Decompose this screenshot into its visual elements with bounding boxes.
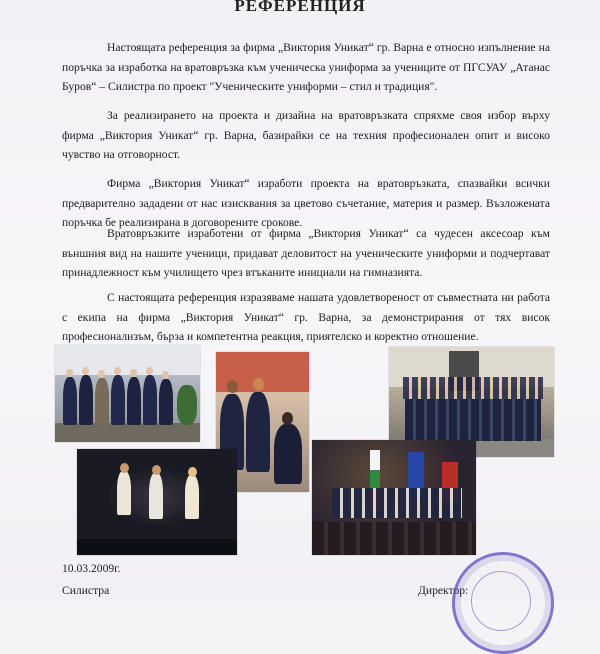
document-title: РЕФЕРЕНЦИЯ xyxy=(234,0,366,15)
student-head xyxy=(227,380,238,393)
student-figure xyxy=(274,424,302,484)
document-date: 10.03.2009г. xyxy=(62,562,121,575)
student-figure xyxy=(159,379,173,425)
student-figure xyxy=(111,375,125,425)
student-head xyxy=(162,371,169,379)
performer-figure xyxy=(149,473,163,519)
potted-plant xyxy=(177,385,197,425)
seal-inner-ring xyxy=(471,571,531,631)
student-head xyxy=(130,369,137,377)
paragraph-intro: Настоящата референция за фирма „Виктория Уникат“ гр. Варна е относно изпълнение на поръчка за изработка на вратовръзка към ученическа униформа за учениците от ПГСУАУ „Атанас Буров“ – Силистра по проект "Ученическите униформи – стил и традиция". xyxy=(62,41,550,93)
performer-figure xyxy=(185,475,199,519)
paragraph-choice: За реализирането на проекта и дизайна на вратовръзката спряхме своя избор върху фирма „Виктория Уникат“ гр. Варна, базирайки се на техния професионален опит и високо чувство на отговорност. xyxy=(62,109,550,161)
photo-student-group-hall xyxy=(55,345,200,442)
director-label: Директор: xyxy=(418,584,469,597)
photo-background-banner xyxy=(55,345,200,375)
performer-head xyxy=(120,463,129,473)
group-back-row xyxy=(403,377,543,399)
paragraph-execution: Фирма „Виктория Уникат“ изработи проекта на вратовръзката, спазвайки всички предварително зададени от нас изисквания за цветово съчетание, материя и размер. Възложената поръчка бе реализирана в договорените срокове. xyxy=(62,177,550,229)
stage-floor xyxy=(77,539,237,555)
student-choir xyxy=(332,488,462,518)
student-figure xyxy=(95,378,109,425)
student-figure xyxy=(127,377,141,425)
student-figure xyxy=(246,392,270,472)
student-figure xyxy=(143,375,157,425)
student-figure xyxy=(79,375,93,425)
student-head xyxy=(66,369,73,377)
paragraph-ties: Вратовръзките изработени от фирма „Виктория Уникат“ са чудесен аксесоар към външния вид на нашите ученици, придават деловитост на ученическите униформи и подчертават принадлежност към училището чрез втъканите инициали на гимназията. xyxy=(62,227,550,279)
performer-figure xyxy=(117,471,131,515)
paragraph-satisfaction: С настоящата референция изразяваме нашата удовлетвореност от съвместната ни работа с екипа на фирма „Виктория Уникат“ гр. Варна, за демонстрирания от тях висок професионализъм, бърза и компетентна реакция, приятелско и коректно отношение. xyxy=(62,291,550,343)
student-head xyxy=(253,378,264,391)
audience-rows xyxy=(312,522,476,555)
student-head xyxy=(114,367,121,375)
document-city: Силистра xyxy=(62,584,110,597)
student-head xyxy=(282,412,293,425)
photo-ceremony-flags xyxy=(312,440,476,555)
performer-head xyxy=(152,465,161,475)
group-front-row xyxy=(405,399,541,441)
performer-head xyxy=(188,467,197,477)
school-seal-stamp xyxy=(452,552,554,654)
photo-stage-performers xyxy=(77,449,237,555)
student-figure xyxy=(63,377,77,425)
student-head xyxy=(82,367,89,375)
student-head xyxy=(146,367,153,375)
student-head xyxy=(98,370,105,378)
photo-floor xyxy=(55,423,200,442)
